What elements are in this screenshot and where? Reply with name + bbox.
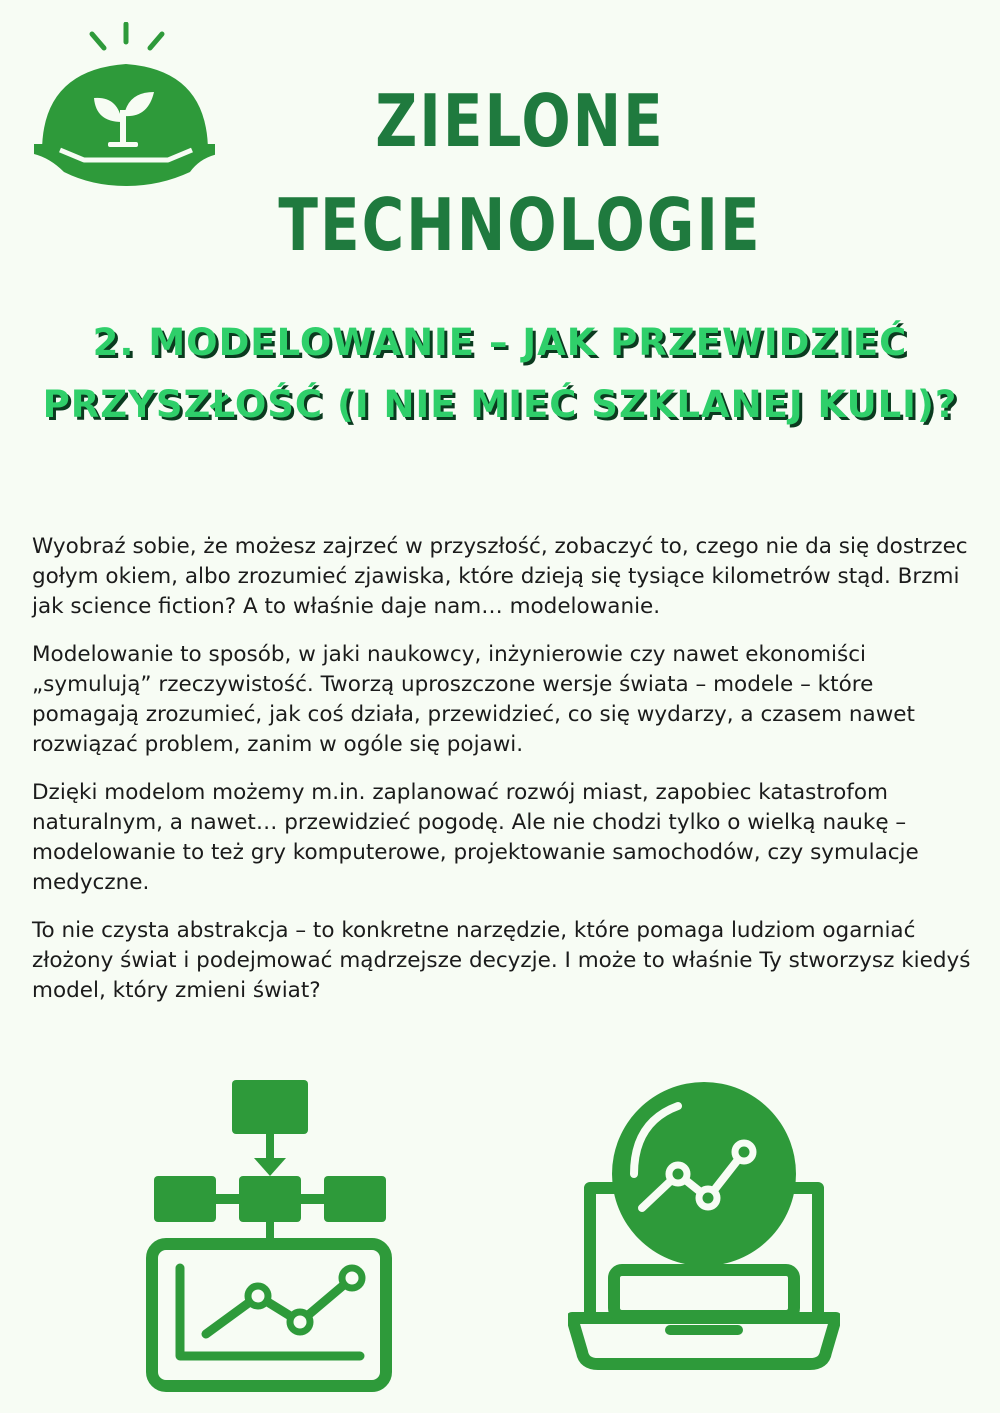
crystal-ball-laptop-icon: [568, 1082, 840, 1382]
paragraph: Modelowanie to sposób, w jaki naukowcy, inżynierowie czy nawet ekonomiści „symulują” rzeczywistość. Tworzą uproszczone wersje świata – modele – które pomagają zrozumieć, jak coś działa, przewidzieć, co się wydarzy, a czasem nawet rozwiązać problem, zanim w ogóle się pojawi.: [32, 642, 915, 757]
paragraph: To nie czysta abstrakcja – to konkretne narzędzie, które pomaga ludziom ogarniać złożony świat i podejmować mądrzejsze decyzje. I może to właśnie Ty stworzysz kiedyś model, który zmieni świat?: [32, 918, 971, 1003]
section-heading: 2. MODELOWANIE – JAK PRZEWIDZIEĆ PRZYSZŁOŚĆ (I NIE MIEĆ SZKLANEJ KULI)?: [42, 321, 958, 426]
page-title-line2: TECHNOLOGIE: [278, 182, 762, 268]
paragraph: Wyobraź sobie, że możesz zajrzeć w przyszłość, zobaczyć to, czego nie da się dostrzec gołym okiem, albo zrozumieć zjawiska, które dzieją się tysiące kilometrów stąd. Brzmi jak science fiction? A to właśnie daje nam… modelowanie.: [32, 534, 968, 619]
sprout-hardhat-icon: [30, 22, 215, 212]
paragraph: Dzięki modelom możemy m.in. zaplanować rozwój miast, zapobiec katastrofom naturalnym, a nawet… przewidzieć pogodę. Ale nie chodzi tylko o wielką naukę – modelowanie to też gry komputerowe, projektowanie samochodów, czy symulacje medyczne.: [32, 780, 919, 895]
page-title-line1: ZIELONE: [375, 78, 665, 164]
article-body: [32, 532, 972, 1024]
flowchart-graph-icon: [140, 1078, 400, 1393]
